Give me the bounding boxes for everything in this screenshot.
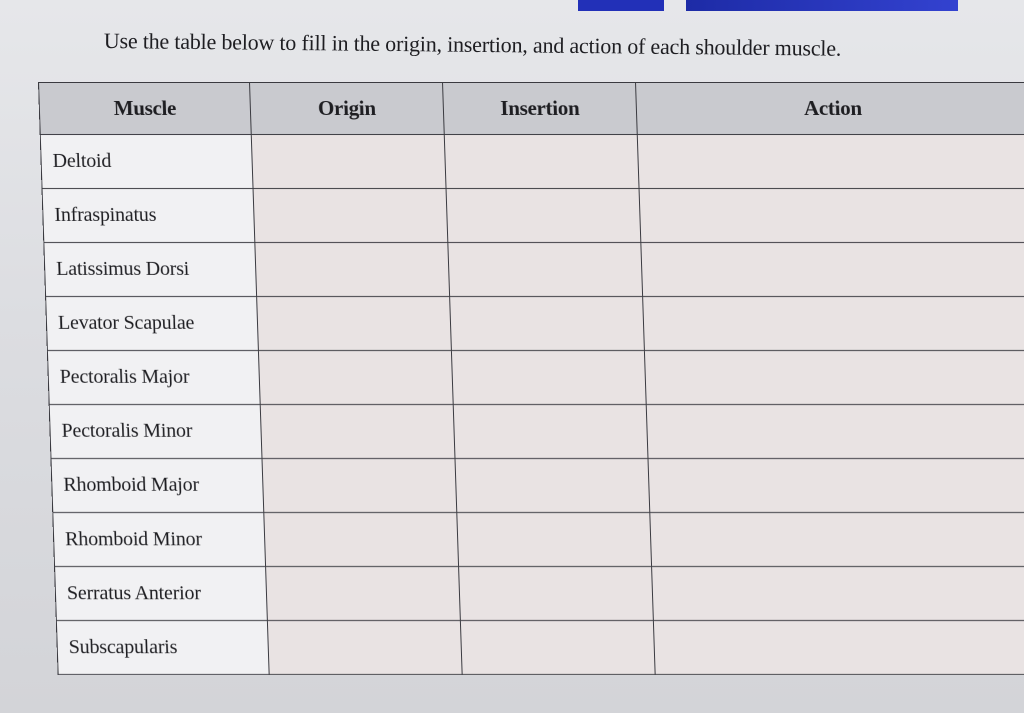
action-cell[interactable]	[643, 297, 1024, 351]
header-muscle: Muscle	[39, 83, 252, 135]
action-cell[interactable]	[650, 513, 1024, 567]
origin-cell[interactable]	[266, 567, 461, 621]
worksheet-instruction: Use the table below to fill in the origin, insertion, and action of each shoulder muscle.	[103, 28, 842, 61]
table-row	[42, 189, 1024, 243]
muscle-name-cell: Latissimus Dorsi	[44, 243, 257, 297]
action-cell[interactable]	[637, 135, 1024, 189]
header-origin: Origin	[250, 83, 445, 135]
action-cell[interactable]	[653, 621, 1024, 675]
muscle-name-cell: Pectoralis Major	[47, 351, 260, 405]
insertion-cell[interactable]	[457, 513, 652, 567]
muscle-name-cell: Pectoralis Minor	[49, 405, 262, 459]
action-cell[interactable]	[652, 567, 1024, 621]
shoulder-muscle-table	[38, 82, 1024, 675]
top-blue-strip-left	[578, 0, 664, 11]
table-row	[44, 243, 1024, 297]
table-row	[51, 459, 1024, 513]
table-row	[40, 135, 1024, 189]
origin-cell[interactable]	[260, 405, 455, 459]
insertion-cell[interactable]	[450, 297, 645, 351]
action-cell[interactable]	[646, 405, 1024, 459]
action-cell[interactable]	[644, 351, 1024, 405]
action-cell[interactable]	[641, 243, 1024, 297]
origin-cell[interactable]	[255, 243, 450, 297]
action-cell[interactable]	[648, 459, 1024, 513]
table-row	[53, 513, 1024, 567]
table-row	[56, 621, 1024, 675]
table-header-row	[39, 83, 1024, 135]
worksheet-table-area	[38, 82, 1024, 682]
action-cell[interactable]	[639, 189, 1024, 243]
muscle-name-cell: Subscapularis	[56, 621, 269, 675]
insertion-cell[interactable]	[460, 621, 655, 675]
table-row	[46, 297, 1024, 351]
origin-cell[interactable]	[262, 459, 457, 513]
muscle-name-cell: Rhomboid Major	[51, 459, 264, 513]
origin-cell[interactable]	[264, 513, 459, 567]
origin-cell[interactable]	[253, 189, 448, 243]
insertion-cell[interactable]	[444, 135, 639, 189]
muscle-name-cell: Infraspinatus	[42, 189, 255, 243]
table-row	[49, 405, 1024, 459]
insertion-cell[interactable]	[446, 189, 641, 243]
insertion-cell[interactable]	[451, 351, 646, 405]
muscle-name-cell: Levator Scapulae	[46, 297, 259, 351]
insertion-cell[interactable]	[459, 567, 654, 621]
insertion-cell[interactable]	[455, 459, 650, 513]
muscle-name-cell: Rhomboid Minor	[53, 513, 266, 567]
muscle-name-cell: Serratus Anterior	[55, 567, 268, 621]
table-row	[47, 351, 1024, 405]
origin-cell[interactable]	[258, 351, 453, 405]
top-blue-strip-right	[686, 0, 958, 11]
header-action: Action	[636, 83, 1024, 135]
insertion-cell[interactable]	[448, 243, 643, 297]
muscle-name-cell: Deltoid	[40, 135, 253, 189]
origin-cell[interactable]	[267, 621, 462, 675]
header-insertion: Insertion	[443, 83, 638, 135]
origin-cell[interactable]	[251, 135, 446, 189]
table-row	[55, 567, 1024, 621]
insertion-cell[interactable]	[453, 405, 648, 459]
origin-cell[interactable]	[257, 297, 452, 351]
